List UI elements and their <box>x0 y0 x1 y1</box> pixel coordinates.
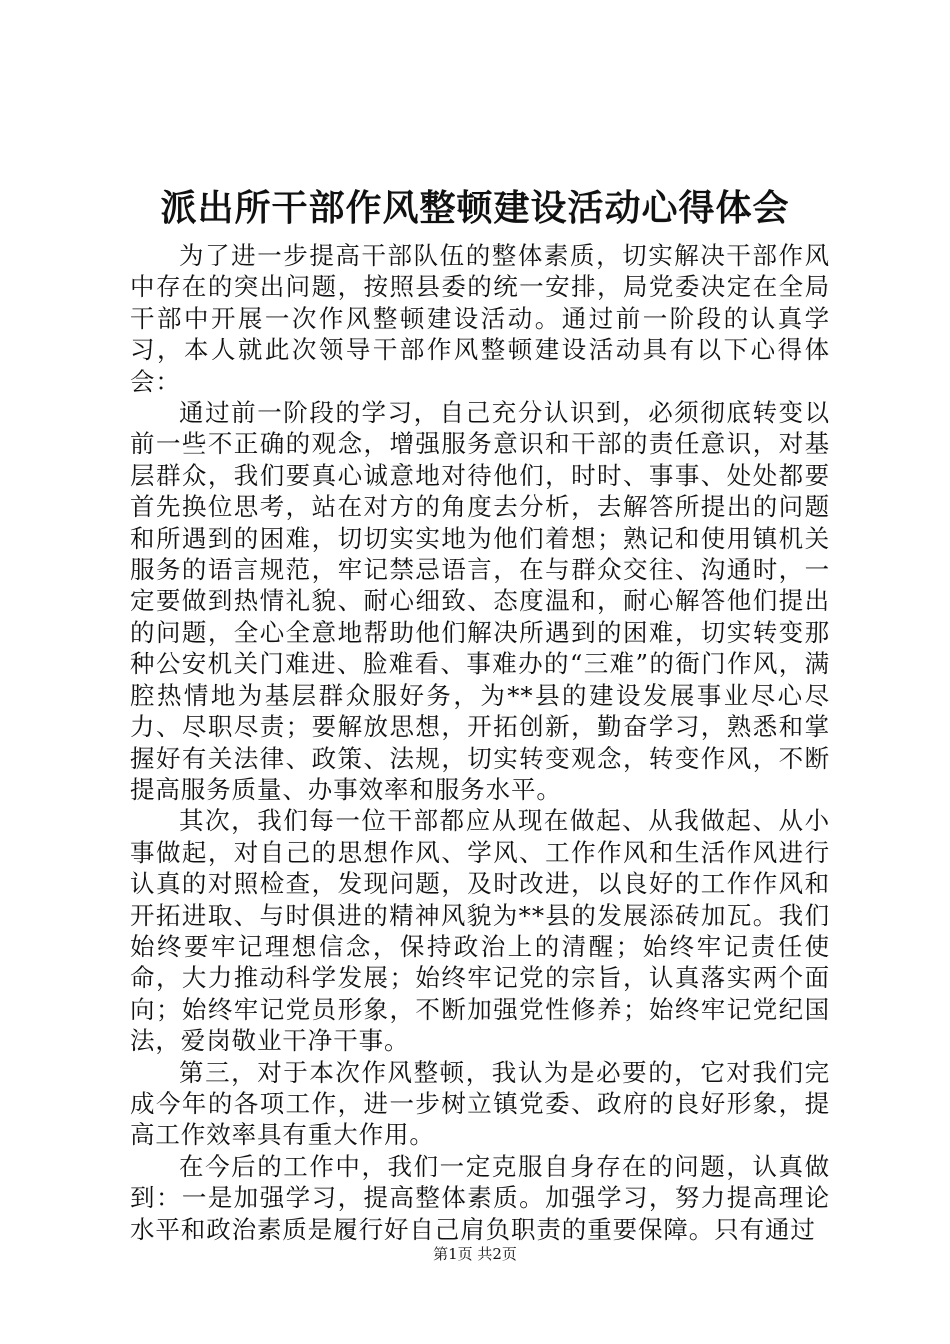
paragraph-future-work: 在今后的工作中，我们一定克服自身存在的问题，认真做到：一是加强学习，提高整体素质。加强学习，努力提高理论水平和政治素质是履行好自己肩负职责的重要保障。只有通过 <box>130 1151 830 1244</box>
paragraph-learning: 通过前一阶段的学习，自己充分认识到，必须彻底转变以前一些不正确的观念，增强服务意识和干部的责任意识，对基层群众，我们要真心诚意地对待他们，时时、事事、处处都要首先换位思考，站在对方的角度去分析，去解答所提出的问题和所遇到的困难，切切实实地为他们着想；熟记和使用镇机关服务的语言规范，牢记禁忌语言，在与群众交往、沟通时，一定要做到热情礼貌、耐心细致、态度温和，耐心解答他们提出的问题，全心全意地帮助他们解决所遇到的困难，切实转变那种公安机关门难进、脸难看、事难办的“三难”的衙门作风，满腔热情地为基层群众服好务，为**县的建设发展事业尽心尽力、尽职尽责；要解放思想，开拓创新，勤奋学习，熟悉和掌握好有关法律、政策、法规，切实转变观念，转变作风，不断提高服务质量、办事效率和服务水平。 <box>130 398 830 804</box>
paragraph-intro: 为了进一步提高干部队伍的整体素质，切实解决干部作风中存在的突出问题，按照县委的统一安排，局党委决定在全局干部中开展一次作风整顿建设活动。通过前一阶段的认真学习，本人就此次领导干部作风整顿建设活动具有以下心得体会： <box>130 241 830 396</box>
document-title: 派出所干部作风整顿建设活动心得体会 <box>160 187 790 229</box>
paragraph-third: 第三，对于本次作风整顿，我认为是必要的，它对我们完成今年的各项工作，进一步树立镇党委、政府的良好形象，提高工作效率具有重大作用。 <box>130 1057 830 1150</box>
paragraph-second: 其次，我们每一位干部都应从现在做起、从我做起、从小事做起，对自己的思想作风、学风、工作作风和生活作风进行认真的对照检查，发现问题，及时改进，以良好的工作作风和开拓进取、与时俱进的精神风貌为**县的发展添砖加瓦。我们始终要牢记理想信念，保持政治上的清醒；始终牢记责任使命，大力推动科学发展；始终牢记党的宗旨，认真落实两个面向；始终牢记党员形象，不断加强党性修养；始终牢记党纪国法，爱岗敬业干净干事。 <box>130 806 830 1056</box>
document-body <box>130 240 830 1245</box>
page-number-footer: 第1页 共2页 <box>433 1245 517 1263</box>
